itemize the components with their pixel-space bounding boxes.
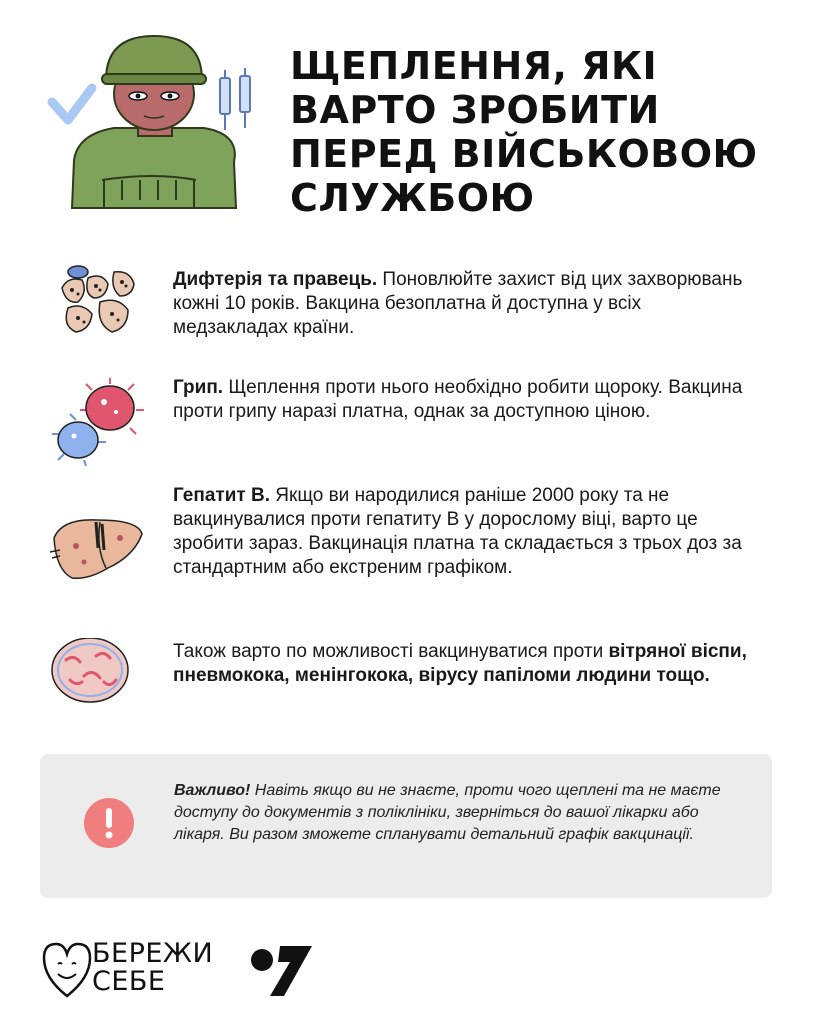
virus-icon <box>48 376 148 466</box>
item-body: Щеплення проти нього необхідно робити щороку. Вакцина проти грипу наразі платна, однак за доступною ціною. <box>173 377 743 422</box>
cell-icon <box>48 638 148 728</box>
brand-line: БЕРЕЖИ <box>92 938 214 969</box>
brand-logo-text <box>92 940 213 996</box>
item-text <box>173 484 753 580</box>
soldier-illustration-icon <box>44 30 274 210</box>
item-body: Поновлюйте захист від цих захворювань кожні 10 років. Вакцина безоплатна й доступна у всіх медзакладах країни. <box>173 269 743 338</box>
notice-heading: Важливо! <box>174 782 251 799</box>
page-title <box>290 44 790 220</box>
notice-text <box>174 780 734 846</box>
heart-smile-logo-icon <box>40 938 94 1000</box>
title-line: ВАРТО ЗРОБИТИ <box>290 88 660 132</box>
liver-icon <box>48 508 148 598</box>
header <box>0 0 819 230</box>
title-line: ЩЕПЛЕННЯ, ЯКІ <box>290 44 658 88</box>
item-intro: Також варто по можливості вакцинуватися проти <box>173 641 609 662</box>
item-text <box>173 640 753 688</box>
item-heading: Гепатит B. <box>173 485 270 506</box>
item-body: Якщо ви народилися раніше 2000 року та не вакцинувалися проти гепатиту B у дорослому віці, варто це зробити зараз. Вакцинація платна та складається з трьох доз за стандартним або екстреним графіком. <box>173 485 742 578</box>
item-text <box>173 268 753 340</box>
notice-body: Навіть якщо ви не знаєте, проти чого щеплені та не маєте доступу до документів з поліклініки, зверніться до вашої лікарки або лікаря. Ви разом зможете спланувати детальний графік вакцинації. <box>174 782 721 843</box>
important-notice <box>40 754 772 898</box>
item-heading: Грип. <box>173 377 224 398</box>
brand-line: СЕБЕ <box>92 966 166 997</box>
exclamation-icon <box>82 796 136 850</box>
title-line: СЛУЖБОЮ <box>290 176 535 220</box>
title-line: ПЕРЕД ВІЙСЬКОВОЮ <box>290 132 758 176</box>
dot-slash-logo-icon <box>250 942 314 998</box>
footer <box>0 930 819 1010</box>
bacteria-icon <box>48 258 148 348</box>
item-heading: вітряної віспи, пневмокока, менінгокока, вірусу папіломи людини тощо. <box>173 641 747 686</box>
item-text <box>173 376 753 424</box>
item-heading: Дифтерія та правець. <box>173 269 378 290</box>
